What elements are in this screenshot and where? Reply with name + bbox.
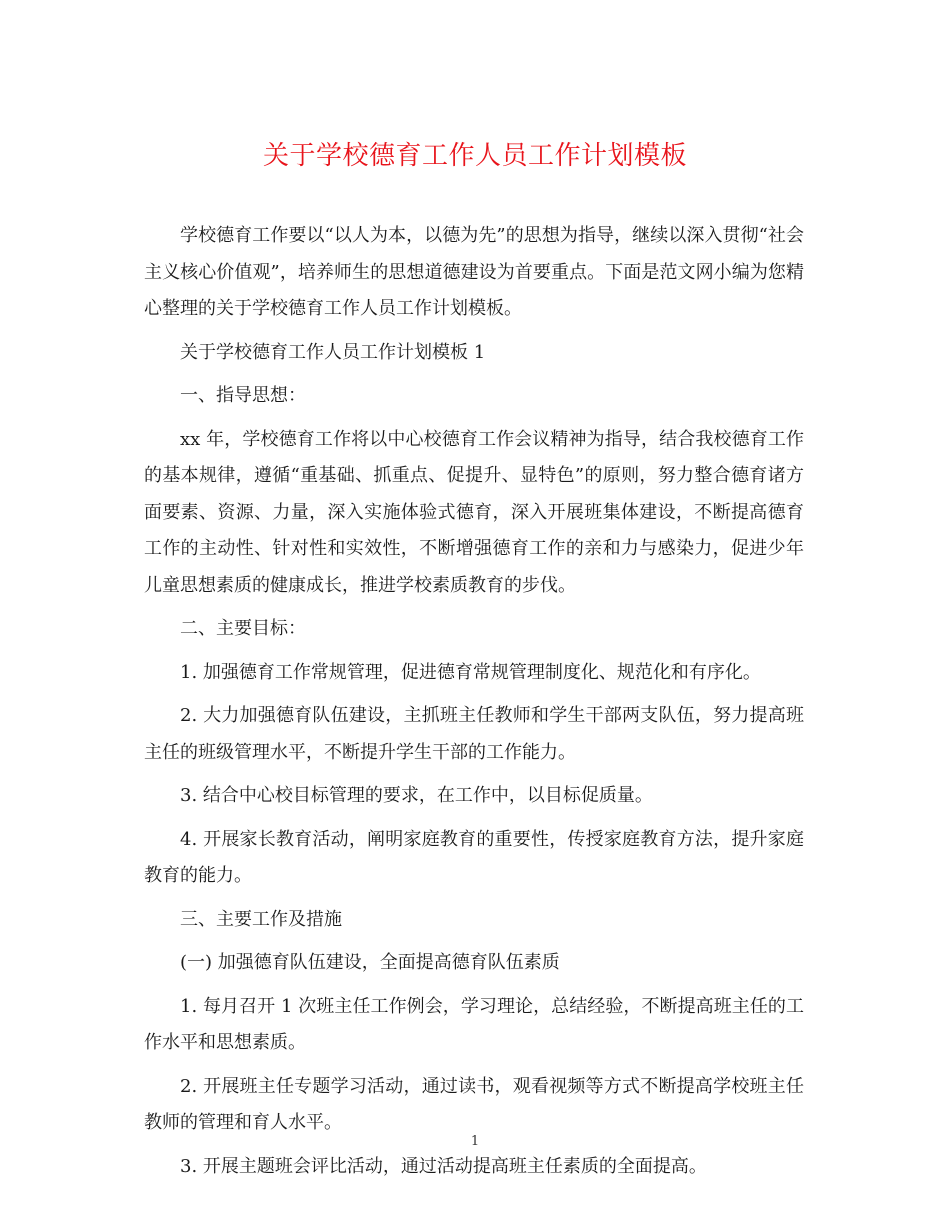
document-title: 关于学校德育工作人员工作计划模板 [262,141,687,171]
list-item-goal-4: 4. 开展家长教育活动，阐明家庭教育的重要性，传授家庭教育方法，提升家庭教育的能力。 [144,828,804,886]
list-item-measure-2: 2. 开展班主任专题学习活动，通过读书，观看视频等方式不断提高学校班主任教师的管理和育人水平。 [144,1075,804,1133]
section-heading-main-work: 三、主要工作及措施 [180,908,342,930]
list-item-measure-1: 1. 每月召开 1 次班主任工作例会，学习理论，总结经验，不断提高班主任的工作水平和思想素质。 [144,995,804,1053]
section-heading-guiding-thought: 一、指导思想： [180,385,306,406]
paragraph-guiding-thought: xx 年，学校德育工作将以中心校德育工作会议精神为指导，结合我校德育工作的基本规律，遵循“重基础、抓重点、促提升、显特色”的原则，努力整合德育诸方面要素、资源、力量，深入实施体验式德育，深入开展班集体建设，不断提高德育工作的主动性、针对性和实效性，不断增强德育工作的亲和力与感染力，促进少年儿童思想素质的健康成长，推进学校素质教育的步伐。 [144,428,804,596]
subsection-heading-team-building: (一) 加强德育队伍建设，全面提高德育队伍素质 [180,952,560,973]
document-body [144,218,804,1192]
paragraph-template-heading: 关于学校德育工作人员工作计划模板 1 [180,341,486,363]
section-heading-main-goals: 二、主要目标： [180,618,306,639]
list-item-goal-1: 1. 加强德育工作常规管理，促进德育常规管理制度化、规范化和有序化。 [180,661,761,683]
list-item-goal-2: 2. 大力加强德育队伍建设，主抓班主任教师和学生干部两支队伍，努力提高班主任的班级管理水平，不断提升学生干部的工作能力。 [144,705,804,763]
page-number: 1 [470,1134,480,1149]
list-item-measure-3: 3. 开展主题班会评比活动，通过活动提高班主任素质的全面提高。 [180,1155,707,1177]
paragraph-intro: 学校德育工作要以“以人为本，以德为先”的思想为指导，继续以深入贯彻“社会主义核心价值观”，培养师生的思想道德建设为首要重点。下面是范文网小编为您精心整理的关于学校德育工作人员工作计划模板。 [144,225,804,319]
list-item-goal-3: 3. 结合中心校目标管理的要求，在工作中，以目标促质量。 [180,785,653,806]
